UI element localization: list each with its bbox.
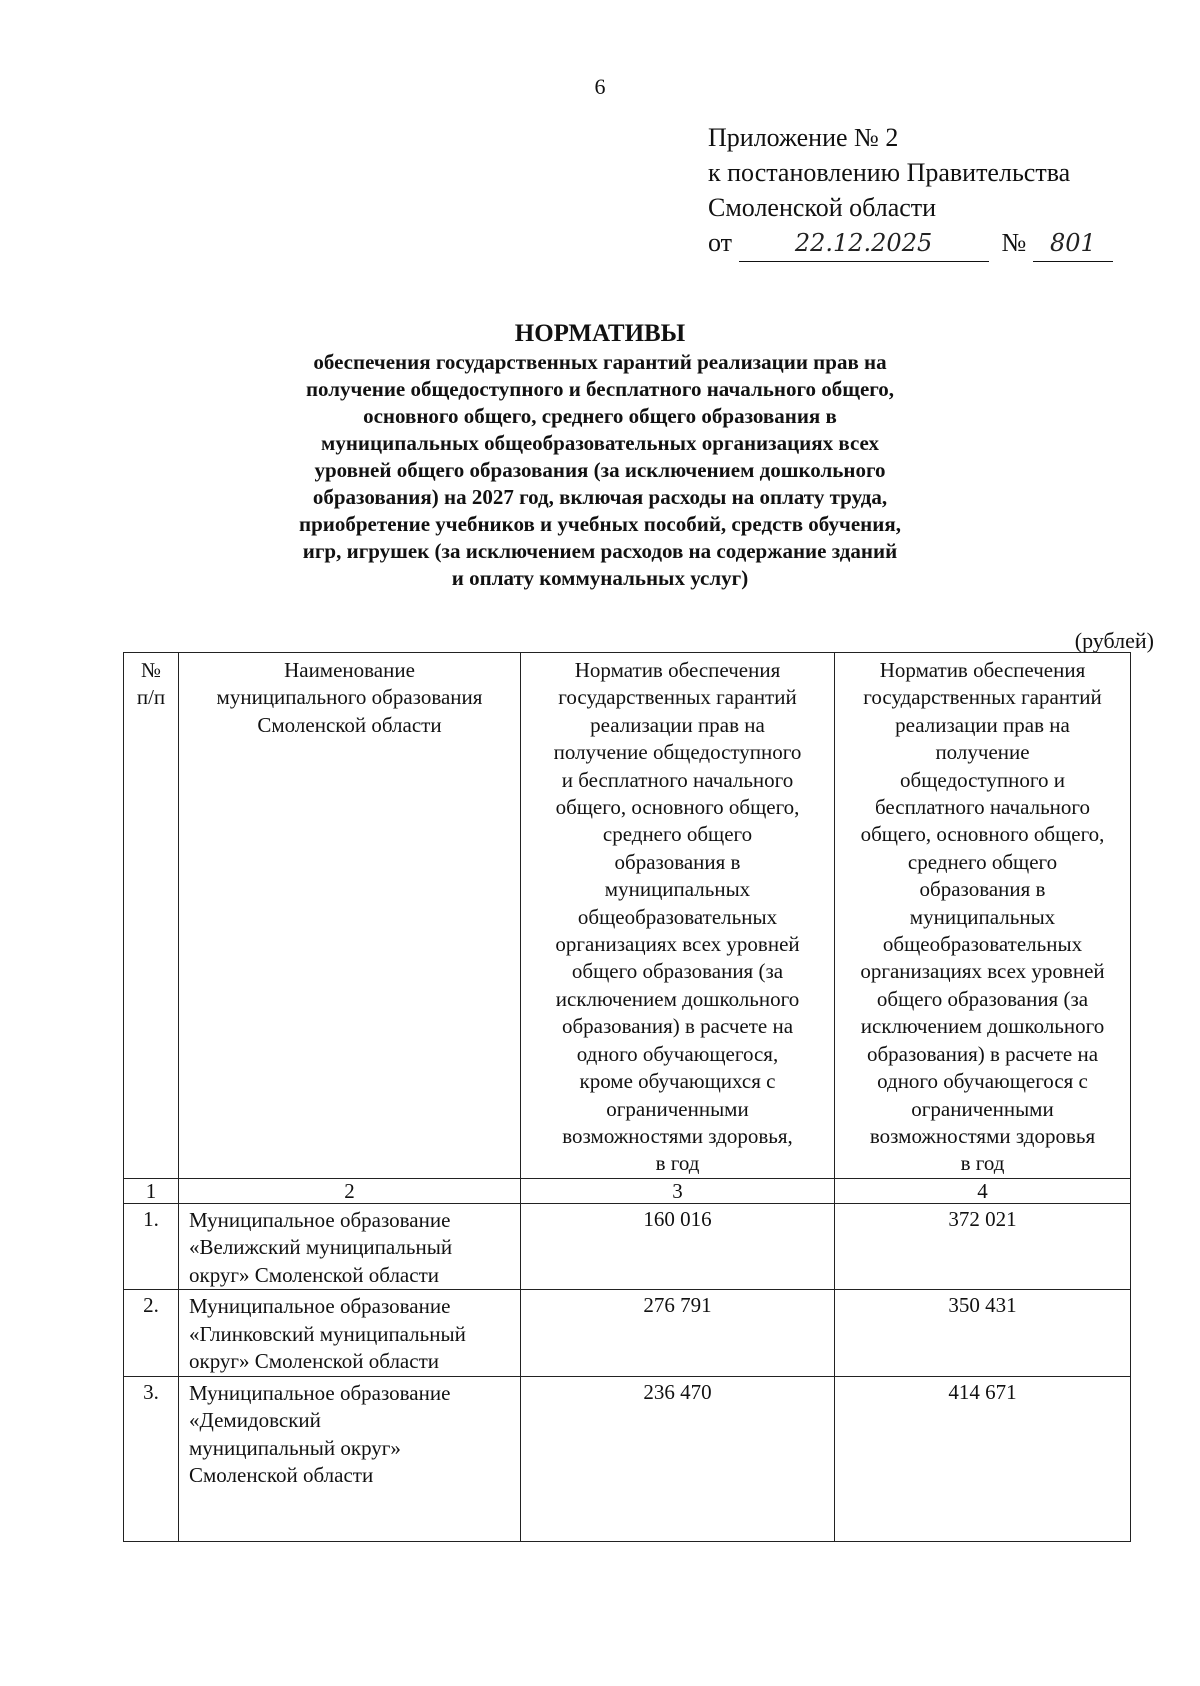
column-numbers-row: [124, 1178, 1131, 1203]
document-subtitle: [0, 349, 1200, 592]
subtitle-line: уровней общего образования (за исключением дошкольного: [314, 458, 886, 482]
header-line: общего образования (за: [571, 959, 784, 984]
header-line: получение: [935, 740, 1030, 765]
name-line: «Демидовский: [189, 1408, 321, 1433]
header-line: образования в: [919, 877, 1046, 902]
appendix-title: Приложение № 2: [708, 123, 899, 152]
row-index: 1.: [124, 1203, 179, 1290]
norm-disabilities-value: 350 431: [835, 1290, 1131, 1377]
name-line: муниципальный округ»: [189, 1435, 401, 1460]
header-norm-disabilities: [835, 653, 1131, 1179]
header-line: возможностями здоровья,: [562, 1123, 793, 1148]
header-line: муниципального образования: [216, 685, 483, 710]
appendix-block: [708, 120, 1113, 262]
name-line: «Глинковский муниципальный: [189, 1321, 466, 1346]
header-line: реализации прав на: [590, 712, 765, 737]
appendix-date-number: [708, 225, 1113, 262]
header-line: общедоступного и: [900, 767, 1065, 792]
header-line: среднего общего: [907, 849, 1058, 874]
header-line: государственных гарантий: [863, 685, 1102, 710]
number-label: №: [1001, 228, 1027, 257]
subtitle-line: основного общего, среднего общего образования в: [363, 404, 837, 428]
header-line: одного обучающегося,: [576, 1041, 779, 1066]
document-title: НОРМАТИВЫ: [514, 320, 686, 347]
norm-disabilities-value: 372 021: [835, 1203, 1131, 1290]
header-line: Наименование: [284, 658, 415, 682]
header-line: организациях всех уровней: [555, 932, 800, 957]
norm-disabilities-value: 414 671: [835, 1376, 1131, 1541]
subtitle-line: получение общедоступного и бесплатного начального общего,: [305, 377, 895, 401]
name-line: Смоленской области: [189, 1463, 374, 1488]
norms-table: [123, 652, 1131, 1542]
header-line: одного обучающегося с: [877, 1069, 1088, 1094]
table-header-row: [124, 653, 1131, 1179]
column-number: 1: [124, 1178, 179, 1203]
header-line: исключением дошкольного: [555, 986, 800, 1011]
header-line: общеобразовательных: [577, 904, 778, 929]
units-label: (рублей): [1074, 628, 1154, 653]
column-number: 4: [835, 1178, 1131, 1203]
row-index: 3.: [124, 1376, 179, 1541]
column-number: 2: [179, 1178, 521, 1203]
table-row: [124, 1203, 1131, 1290]
norm-general-value: 236 470: [521, 1376, 835, 1541]
header-line: Смоленской области: [257, 712, 442, 737]
norm-general-value: 276 791: [521, 1290, 835, 1377]
name-line: округ» Смоленской области: [189, 1349, 439, 1374]
header-line: кроме обучающихся с: [579, 1069, 776, 1094]
header-line: Норматив обеспечения: [574, 658, 781, 682]
header-line: общего, основного общего,: [555, 795, 800, 820]
header-line: в год: [655, 1151, 700, 1176]
header-line: №: [140, 658, 162, 682]
header-line: Норматив обеспечения: [879, 658, 1086, 682]
header-line: общеобразовательных: [882, 932, 1083, 957]
handwritten-date: 22.12.2025: [739, 226, 989, 262]
row-index: 2.: [124, 1290, 179, 1377]
header-line: образования) в расчете на: [866, 1041, 1099, 1066]
name-line: Муниципальное образование: [189, 1294, 451, 1319]
header-line: возможностями здоровья: [869, 1123, 1096, 1148]
header-line: государственных гарантий: [558, 685, 797, 710]
from-label: от: [708, 228, 733, 257]
page-number: 6: [594, 74, 606, 99]
appendix-line: Смоленской области: [708, 193, 937, 222]
header-number: [124, 653, 179, 1179]
municipality-name: [179, 1290, 521, 1377]
name-line: округ» Смоленской области: [189, 1262, 439, 1287]
header-norm-general: [521, 653, 835, 1179]
subtitle-line: муниципальных общеобразовательных организациях всех: [321, 431, 879, 455]
header-line: ограниченными: [911, 1096, 1054, 1121]
subtitle-line: приобретение учебников и учебных пособий, средств обучения,: [299, 512, 901, 536]
header-line: реализации прав на: [895, 712, 1070, 737]
table-row: [124, 1376, 1131, 1541]
subtitle-line: образования) на 2027 год, включая расходы на оплату труда,: [312, 485, 888, 509]
municipality-name: [179, 1203, 521, 1290]
header-line: общего образования (за: [876, 986, 1089, 1011]
header-line: общего, основного общего,: [860, 822, 1105, 847]
header-line: муниципальных: [604, 877, 751, 902]
header-line: в год: [960, 1151, 1005, 1176]
header-name: [179, 653, 521, 1179]
name-line: Муниципальное образование: [189, 1380, 451, 1405]
header-line: получение общедоступного: [553, 740, 802, 765]
header-line: организациях всех уровней: [860, 959, 1105, 984]
header-line: образования в: [614, 849, 741, 874]
column-number: 3: [521, 1178, 835, 1203]
header-line: ограниченными: [606, 1096, 749, 1121]
header-line: муниципальных: [909, 904, 1056, 929]
subtitle-line: и оплату коммунальных услуг): [451, 566, 749, 590]
norm-general-value: 160 016: [521, 1203, 835, 1290]
header-line: бесплатного начального: [875, 795, 1090, 820]
name-line: Муниципальное образование: [189, 1207, 451, 1232]
appendix-line: к постановлению Правительства: [708, 158, 1071, 187]
subtitle-line: обеспечения государственных гарантий реализации прав на: [313, 350, 887, 374]
subtitle-line: игр, игрушек (за исключением расходов на содержание зданий: [302, 539, 898, 563]
handwritten-number: 801: [1033, 226, 1113, 262]
municipality-name: [179, 1376, 521, 1541]
header-line: исключением дошкольного: [860, 1014, 1105, 1039]
header-line: и бесплатного начального: [561, 767, 794, 792]
header-line: образования) в расчете на: [561, 1014, 794, 1039]
name-line: «Велижский муниципальный: [189, 1235, 453, 1260]
table-row: [124, 1290, 1131, 1377]
header-line: п/п: [136, 685, 166, 710]
header-line: среднего общего: [602, 822, 753, 847]
